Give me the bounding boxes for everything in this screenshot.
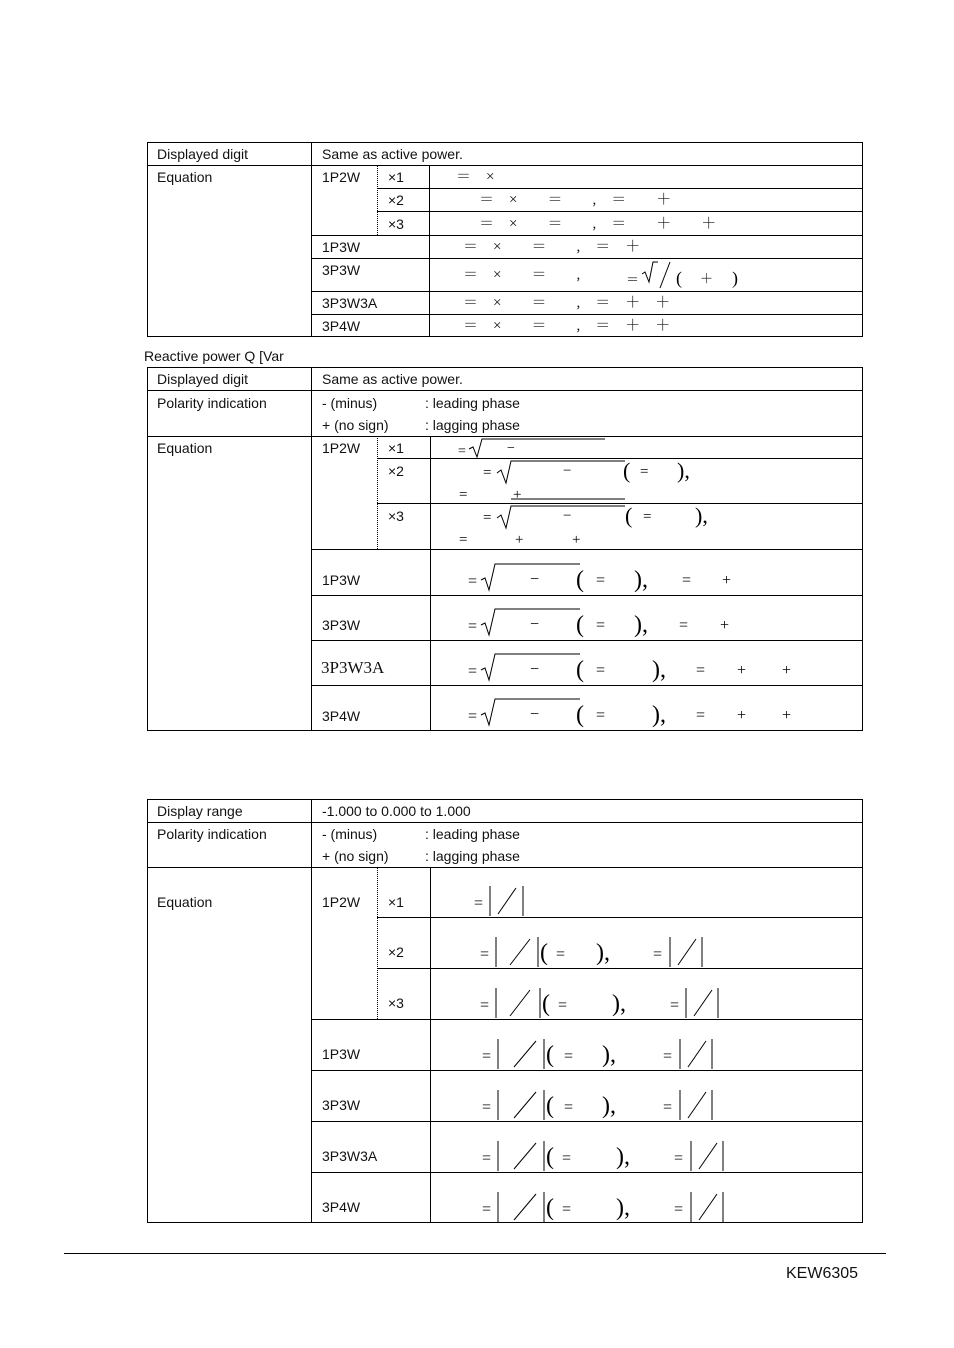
displayed-digit-label: Displayed digit xyxy=(157,371,249,387)
svg-text:),: ), xyxy=(596,940,610,966)
wiring-label: 3P3W xyxy=(322,1097,361,1113)
multiplier-label: ×2 xyxy=(388,463,404,479)
wiring-label: 3P4W xyxy=(322,1199,361,1215)
wiring-label: 1P3W xyxy=(322,572,361,588)
equation-label: Equation xyxy=(157,440,213,456)
reactive-equation-3p3w3a xyxy=(462,648,802,684)
svg-text:(: ( xyxy=(576,567,584,593)
equation: ＝ × ＝ , xyxy=(463,267,581,283)
wiring-label: 1P3W xyxy=(322,1046,361,1062)
polarity-minus-desc: : leading phase xyxy=(425,826,520,842)
multiplier-label: ×1 xyxy=(388,440,404,456)
svg-text:+: + xyxy=(720,617,730,634)
svg-text:(: ( xyxy=(676,268,682,288)
svg-text:),: ), xyxy=(602,1093,616,1119)
multiplier-label: ×2 xyxy=(388,944,404,960)
wiring-label: 3P3W3A xyxy=(321,658,385,677)
svg-text:=: = xyxy=(682,572,692,589)
svg-text:=: = xyxy=(696,662,706,679)
svg-text:=: = xyxy=(679,617,689,634)
svg-text:=: = xyxy=(459,487,468,503)
svg-text:=: = xyxy=(643,509,652,525)
svg-text:+: + xyxy=(782,662,792,679)
svg-text:(: ( xyxy=(576,657,584,683)
multiplier-label: ×3 xyxy=(388,508,404,524)
svg-text:+: + xyxy=(737,707,747,724)
svg-text:=: = xyxy=(480,997,490,1014)
svg-text:−: − xyxy=(530,571,540,588)
reactive-equation-x2 xyxy=(455,459,705,503)
svg-text:=: = xyxy=(482,1150,492,1167)
svg-text:+: + xyxy=(737,662,747,679)
svg-text:): ) xyxy=(732,268,738,288)
display-range-value: -1.000 to 0.000 to 1.000 xyxy=(322,803,471,819)
svg-text:),: ), xyxy=(616,1144,630,1170)
svg-text:=: = xyxy=(670,997,680,1014)
polarity-plus-desc: : lagging phase xyxy=(425,848,520,864)
svg-text:−: − xyxy=(563,463,572,479)
svg-text:(: ( xyxy=(576,702,584,728)
wiring-label: 1P2W xyxy=(322,169,361,185)
displayed-digit-value: Same as active power. xyxy=(322,371,463,387)
equation: ＝ × ＝ , ＝ ＋ ＋ xyxy=(463,295,671,311)
svg-text:=: = xyxy=(663,1048,673,1065)
svg-text:),: ), xyxy=(634,567,648,593)
equation: ＝ × xyxy=(456,169,495,185)
svg-text:=: = xyxy=(483,465,492,481)
svg-text:),: ), xyxy=(695,504,708,528)
svg-text:(: ( xyxy=(546,1093,554,1119)
wiring-label: 3P3W xyxy=(322,262,361,278)
svg-text:=: = xyxy=(483,510,492,526)
svg-text:+: + xyxy=(515,532,524,548)
wiring-label: 3P4W xyxy=(322,708,361,724)
svg-text:=: = xyxy=(674,1150,684,1167)
reactive-equation-x3 xyxy=(455,504,715,548)
pf-equation-x2 xyxy=(478,933,718,969)
svg-text:=: = xyxy=(468,618,478,635)
equation: ＝ × ＝ , ＝ ＋ xyxy=(463,239,641,255)
svg-text:=: = xyxy=(556,946,566,963)
wiring-label: 1P2W xyxy=(322,894,361,910)
svg-text:=: = xyxy=(458,444,466,459)
svg-text:=: = xyxy=(562,1150,572,1167)
svg-text:(: ( xyxy=(625,504,633,528)
svg-text:=: = xyxy=(596,617,606,634)
svg-text:=: = xyxy=(596,707,606,724)
svg-text:−: − xyxy=(563,508,572,524)
svg-text:=: = xyxy=(696,707,706,724)
pf-equation-3p4w xyxy=(480,1188,740,1224)
svg-text:),: ), xyxy=(634,612,648,638)
svg-text:=: = xyxy=(562,1201,572,1218)
equation: ＝ × ＝ , ＝ ＋ ＋ xyxy=(479,216,717,232)
svg-text:−: − xyxy=(507,441,515,456)
footer-divider xyxy=(64,1253,886,1254)
displayed-digit-value: Same as active power. xyxy=(322,146,463,162)
svg-text:=: = xyxy=(482,1099,492,1116)
wiring-label: 1P2W xyxy=(322,440,361,456)
pf-equation-x1 xyxy=(472,882,552,918)
polarity-indication-label: Polarity indication xyxy=(157,826,267,842)
svg-text:=: = xyxy=(663,1099,673,1116)
reactive-equation-1p3w xyxy=(462,558,762,594)
svg-text:),: ), xyxy=(612,991,626,1017)
svg-text:=: = xyxy=(468,573,478,590)
wiring-label: 3P3W3A xyxy=(322,295,378,311)
svg-text:+: + xyxy=(722,572,732,589)
wiring-label: 3P3W xyxy=(322,617,361,633)
svg-text:),: ), xyxy=(602,1042,616,1068)
footer-model: KEW6305 xyxy=(786,1265,859,1282)
svg-text:＝: ＝ xyxy=(626,272,640,287)
polarity-indication-label: Polarity indication xyxy=(157,395,267,411)
svg-text:=: = xyxy=(459,532,468,548)
svg-text:(: ( xyxy=(576,612,584,638)
polarity-minus: - (minus) xyxy=(322,395,378,411)
svg-text:(: ( xyxy=(546,1195,554,1221)
svg-text:(: ( xyxy=(546,1042,554,1068)
multiplier-label: ×2 xyxy=(388,192,404,208)
multiplier-label: ×3 xyxy=(388,995,404,1011)
svg-text:(: ( xyxy=(540,940,548,966)
svg-text:=: = xyxy=(596,572,606,589)
pf-equation-3p3w3a xyxy=(480,1137,740,1173)
multiplier-label: ×3 xyxy=(388,216,404,232)
equation-label: Equation xyxy=(157,894,213,910)
reactive-equation-3p4w xyxy=(462,693,802,729)
sqrt-fraction-symbol xyxy=(620,260,744,290)
svg-text:(: ( xyxy=(542,991,550,1017)
svg-text:),: ), xyxy=(652,657,666,683)
svg-text:=: = xyxy=(564,1048,574,1065)
svg-text:+: + xyxy=(513,487,522,503)
svg-text:=: = xyxy=(558,997,568,1014)
svg-text:−: − xyxy=(530,706,540,723)
svg-text:=: = xyxy=(653,946,663,963)
reactive-power-heading: Reactive power Q [Var xyxy=(144,348,284,364)
equation: ＝ × ＝ , ＝ ＋ xyxy=(479,192,672,208)
svg-text:=: = xyxy=(482,1201,492,1218)
wiring-label: 3P3W3A xyxy=(322,1148,378,1164)
reactive-equation-x1 xyxy=(455,437,615,459)
display-range-label: Display range xyxy=(157,803,243,819)
svg-text:),: ), xyxy=(652,702,666,728)
svg-text:＋: ＋ xyxy=(700,271,714,286)
displayed-digit-label: Displayed digit xyxy=(157,146,249,162)
equation: ＝ × ＝ , ＝ ＋ ＋ xyxy=(463,318,671,334)
reactive-equation-3p3w xyxy=(462,603,762,639)
wiring-label: 3P4W xyxy=(322,318,361,334)
polarity-minus: - (minus) xyxy=(322,826,378,842)
polarity-plus-desc: : lagging phase xyxy=(425,417,520,433)
svg-text:=: = xyxy=(564,1099,574,1116)
svg-text:=: = xyxy=(474,895,484,912)
svg-text:(: ( xyxy=(546,1144,554,1170)
svg-text:=: = xyxy=(480,946,490,963)
svg-text:=: = xyxy=(596,662,606,679)
polarity-minus-desc: : leading phase xyxy=(425,395,520,411)
multiplier-label: ×1 xyxy=(388,894,404,910)
svg-text:),: ), xyxy=(616,1195,630,1221)
multiplier-label: ×1 xyxy=(388,169,404,185)
svg-text:=: = xyxy=(674,1201,684,1218)
svg-text:+: + xyxy=(572,532,581,548)
svg-text:−: − xyxy=(530,616,540,633)
svg-text:),: ), xyxy=(677,459,690,483)
pf-equation-x3 xyxy=(478,984,738,1020)
pf-equation-3p3w xyxy=(480,1086,740,1122)
svg-text:+: + xyxy=(782,707,792,724)
polarity-plus: + (no sign) xyxy=(322,848,389,864)
svg-text:=: = xyxy=(468,708,478,725)
svg-text:=: = xyxy=(482,1048,492,1065)
svg-text:=: = xyxy=(640,464,649,480)
svg-text:−: − xyxy=(530,661,540,678)
svg-text:=: = xyxy=(468,663,478,680)
wiring-label: 1P3W xyxy=(322,239,361,255)
equation-label: Equation xyxy=(157,169,213,185)
pf-equation-1p3w xyxy=(480,1035,740,1071)
svg-text:(: ( xyxy=(623,459,631,483)
polarity-plus: + (no sign) xyxy=(322,417,389,433)
